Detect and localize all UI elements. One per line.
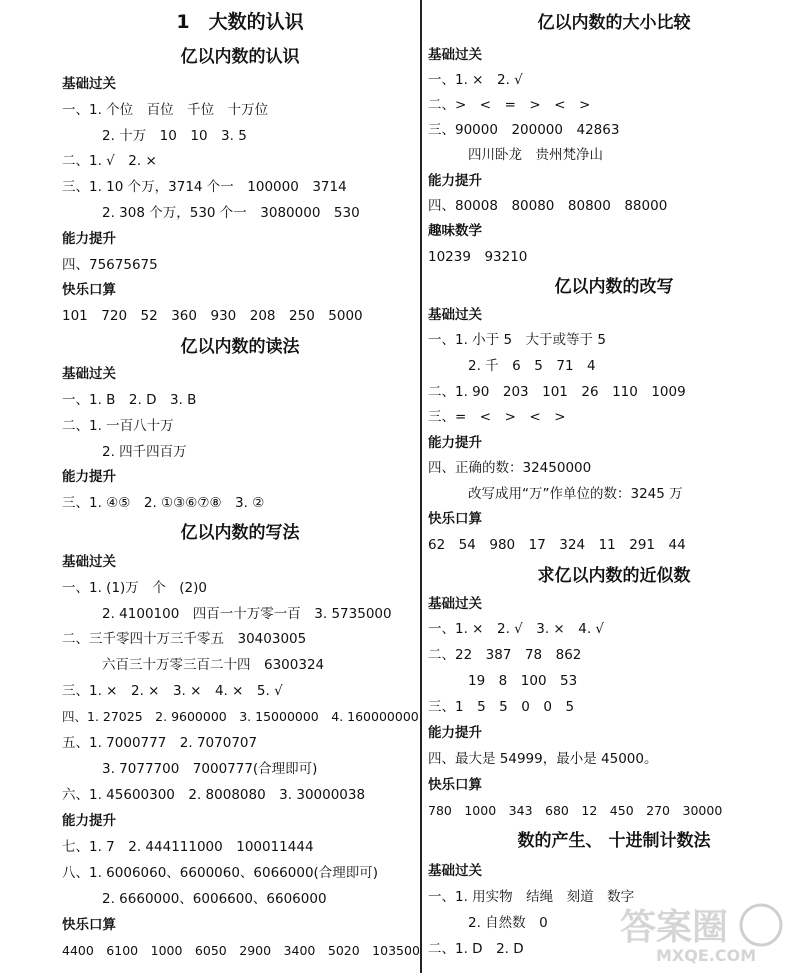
answer-line: 四、80008 80080 80800 88000 xyxy=(428,198,668,214)
subheading-ability: 能力提升 xyxy=(428,725,482,741)
answer-line: 780 1000 343 680 12 450 270 30000 xyxy=(428,803,723,818)
answer-line: 三、1. × 2. × 3. × 4. × 5. √ xyxy=(62,683,283,699)
answer-line: 二、1. 90 203 101 26 110 1009 xyxy=(428,384,686,400)
answer-line: 101 720 52 360 930 208 250 5000 xyxy=(62,308,363,324)
answer-line: 改写成用“万”作单位的数：3245 万 xyxy=(468,486,683,502)
answer-line: 一、1. B 2. D 3. B xyxy=(62,392,197,408)
answer-line: 三、= < > < > xyxy=(428,409,566,425)
subheading-ability: 能力提升 xyxy=(62,469,116,485)
answer-line: 三、1. 10 个万，3714 个一 100000 3714 xyxy=(62,179,347,195)
answer-line: 二、22 387 78 862 xyxy=(428,647,582,663)
subheading-basic: 基础过关 xyxy=(428,596,482,612)
answer-line: 三、1. ④⑤ 2. ①③⑥⑦⑧ 3. ② xyxy=(62,495,265,511)
watermark-text: 答案圈 xyxy=(620,907,729,948)
subheading-basic: 基础过关 xyxy=(428,307,482,323)
answer-line: 10239 93210 xyxy=(428,249,528,265)
answer-line: 2. 6660000、6006600、6606000 xyxy=(102,891,327,907)
subheading-mental-math: 快乐口算 xyxy=(428,511,482,527)
watermark-logo xyxy=(616,899,786,965)
subheading-fun-math: 趣味数学 xyxy=(428,223,482,239)
section-title-comparison: 亿以内数的大小比较 xyxy=(537,13,691,33)
answer-line: 五、1. 7000777 2. 7070707 xyxy=(62,735,258,751)
answer-line: 七、1. 7 2. 444111000 100011444 xyxy=(62,839,314,855)
answer-line: 二、1. D 2. D xyxy=(428,941,524,957)
subheading-basic: 基础过关 xyxy=(62,76,116,92)
subheading-mental-math: 快乐口算 xyxy=(428,777,482,793)
answer-line: 19 8 100 53 xyxy=(468,673,578,689)
subheading-basic: 基础过关 xyxy=(428,47,482,63)
section-title-rewriting: 亿以内数的改写 xyxy=(554,277,674,297)
subheading-ability: 能力提升 xyxy=(62,813,116,829)
answer-line: 3. 7077700 7000777(合理即可) xyxy=(102,761,318,777)
answer-line: 62 54 980 17 324 11 291 44 xyxy=(428,537,686,553)
answer-line: 三、1 5 5 0 0 5 xyxy=(428,699,575,715)
answer-line: 一、1. × 2. √ xyxy=(428,72,523,88)
answer-line: 2. 千 6 5 71 4 xyxy=(468,358,596,374)
answer-line: 八、1. 6006060、6600060、6066000(合理即可) xyxy=(62,865,379,881)
answer-line: 一、1. 小于 5 大于或等于 5 xyxy=(428,332,606,348)
answer-line: 一、1. 用实物 结绳 刻道 数字 xyxy=(428,889,635,905)
subheading-ability: 能力提升 xyxy=(62,231,116,247)
answer-line: 一、1. × 2. √ 3. × 4. √ xyxy=(428,621,605,637)
left-column xyxy=(62,0,418,973)
answer-line: 六百三十万零三百二十四 6300324 xyxy=(102,657,325,673)
answer-line: 二、> < = > < > xyxy=(428,97,591,113)
section-title-writing: 亿以内数的写法 xyxy=(180,523,300,543)
answer-line: 一、1. (1)万 个 (2)0 xyxy=(62,580,208,596)
answer-line: 二、1. √ 2. × xyxy=(62,153,157,169)
subheading-basic: 基础过关 xyxy=(62,366,116,382)
answer-line: 2. 四千四百万 xyxy=(102,444,187,460)
answer-line: 二、1. 一百八十万 xyxy=(62,418,174,434)
chapter-title: 1 大数的认识 xyxy=(176,11,304,33)
answer-line: 四、正确的数：32450000 xyxy=(428,460,592,476)
answer-line: 2. 十万 10 10 3. 5 xyxy=(102,128,247,144)
subheading-ability: 能力提升 xyxy=(428,173,482,189)
answer-line: 一、1. 个位 百位 千位 十万位 xyxy=(62,102,269,118)
answer-line: 2. 4100100 四百一十万零一百 3. 5735000 xyxy=(102,606,392,622)
subheading-basic: 基础过关 xyxy=(62,554,116,570)
answer-line: 三、90000 200000 42863 xyxy=(428,122,620,138)
answer-line: 2. 自然数 0 xyxy=(468,915,548,931)
subheading-mental-math: 快乐口算 xyxy=(62,917,116,933)
answer-line: 六、1. 45600300 2. 8008080 3. 30000038 xyxy=(62,787,366,803)
section-title-reading: 亿以内数的读法 xyxy=(180,337,300,357)
answer-line: 四川卧龙 贵州梵净山 xyxy=(468,147,603,163)
answer-line: 2. 308 个万，530 个一 3080000 530 xyxy=(102,205,360,221)
watermark-url: MXQE.COM xyxy=(656,946,757,965)
answer-line: 4400 6100 1000 6050 2900 3400 5020 103500 xyxy=(62,943,420,958)
section-title-approximation: 求亿以内数的近似数 xyxy=(537,566,691,586)
answer-line: 四、最大是 54999，最小是 45000。 xyxy=(428,751,658,767)
subheading-mental-math: 快乐口算 xyxy=(62,282,116,298)
section-title-recognition: 亿以内数的认识 xyxy=(180,47,300,67)
answer-line: 四、75675675 xyxy=(62,257,158,273)
column-divider xyxy=(420,0,422,973)
answer-line: 四、1. 27025 2. 9600000 3. 15000000 4. 160000000 xyxy=(62,709,419,724)
section-title-decimal-system: 数的产生、 十进制计数法 xyxy=(517,831,711,851)
subheading-basic: 基础过关 xyxy=(428,863,482,879)
right-column xyxy=(428,0,800,973)
answer-line: 二、三千零四十万三千零五 30403005 xyxy=(62,631,307,647)
subheading-ability: 能力提升 xyxy=(428,435,482,451)
